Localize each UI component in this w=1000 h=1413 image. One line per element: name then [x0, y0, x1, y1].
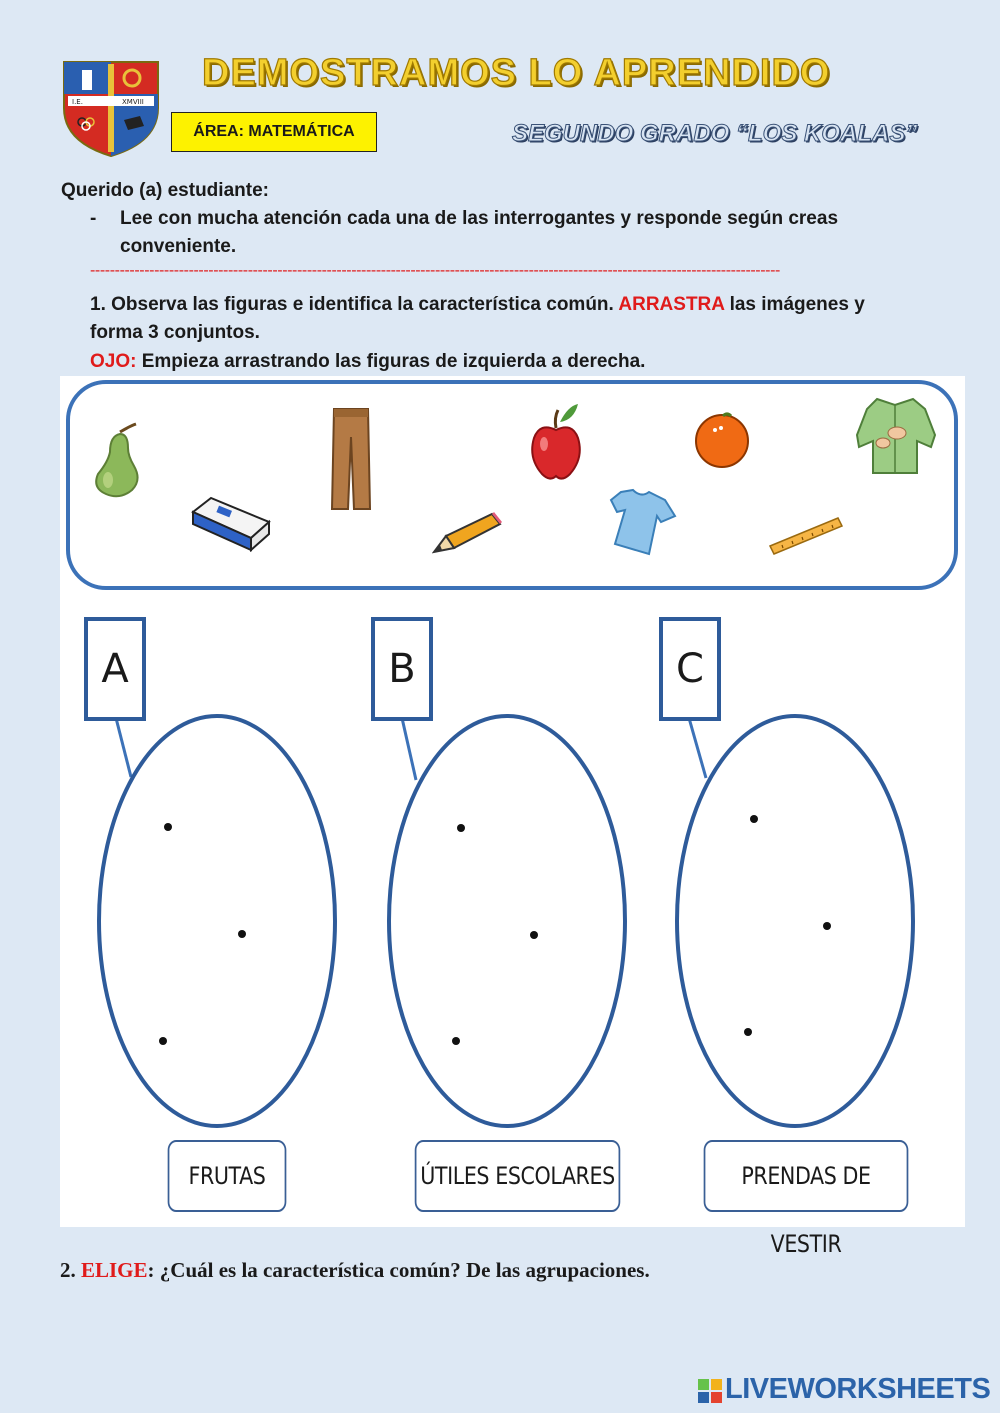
set-b-letter: B [371, 617, 433, 721]
question-1-text-a: Observa las figuras e identifica la característica común. [111, 294, 614, 315]
question-1-note [90, 347, 645, 376]
liveworksheets-logo-icon [697, 1378, 723, 1404]
grade-subtitle: SEGUNDO GRADO “LOS KOALAS” [512, 120, 918, 147]
question-1-number: 1. [90, 294, 106, 315]
ojo-text: Empieza arrastrando las figuras de izquierda a derecha. [141, 351, 646, 372]
set-c-label: PRENDAS DE VESTIR [704, 1140, 909, 1212]
set-a-label: FRUTAS [168, 1140, 287, 1212]
set-b-label: ÚTILES ESCOLARES [415, 1140, 621, 1212]
pencil-icon[interactable] [432, 510, 504, 554]
question-2 [60, 1258, 650, 1283]
svg-text:I.E.: I.E. [72, 98, 83, 106]
question-1-line-2: forma 3 conjuntos. [90, 322, 260, 343]
area-label: ÁREA: MATEMÁTICA [171, 112, 377, 152]
liveworksheets-brand: LIVEWORKSHEETS [725, 1373, 991, 1405]
apple-icon[interactable] [528, 400, 584, 484]
tshirt-icon[interactable] [607, 488, 677, 558]
svg-text:XMVIII: XMVIII [122, 98, 144, 106]
instruction-line-2: conveniente. [120, 236, 237, 257]
question-2-number: 2. [60, 1258, 76, 1282]
bullet-mark: - [90, 208, 97, 229]
shirt-icon[interactable] [855, 395, 937, 477]
question-1-text-b: las imágenes y [729, 294, 865, 315]
question-1-line-1 [90, 290, 865, 319]
question-2-text: : ¿Cuál es la característica común? De las agrupaciones. [147, 1258, 650, 1282]
orange-icon[interactable] [693, 408, 753, 470]
ojo-label: OJO: [90, 351, 137, 372]
school-crest-logo [62, 60, 160, 158]
pants-icon[interactable] [330, 405, 372, 513]
set-c-letter: C [659, 617, 721, 721]
dashed-divider: -------------------------------------------------------------------------------------------------------------------------------------------- [90, 262, 780, 279]
draggable-items-tray [66, 380, 958, 590]
ruler-icon[interactable] [768, 514, 844, 556]
greeting: Querido (a) estudiante: [61, 180, 269, 201]
page-title: DEMOSTRAMOS LO APRENDIDO [202, 52, 831, 94]
question-1-highlight: ARRASTRA [618, 294, 725, 315]
eraser-icon[interactable] [189, 494, 273, 552]
pear-icon[interactable] [92, 422, 144, 498]
question-2-elige: ELIGE [81, 1258, 148, 1282]
instruction-line-1: Lee con mucha atención cada una de las interrogantes y responde según creas [120, 208, 839, 229]
set-a-letter: A [84, 617, 146, 721]
